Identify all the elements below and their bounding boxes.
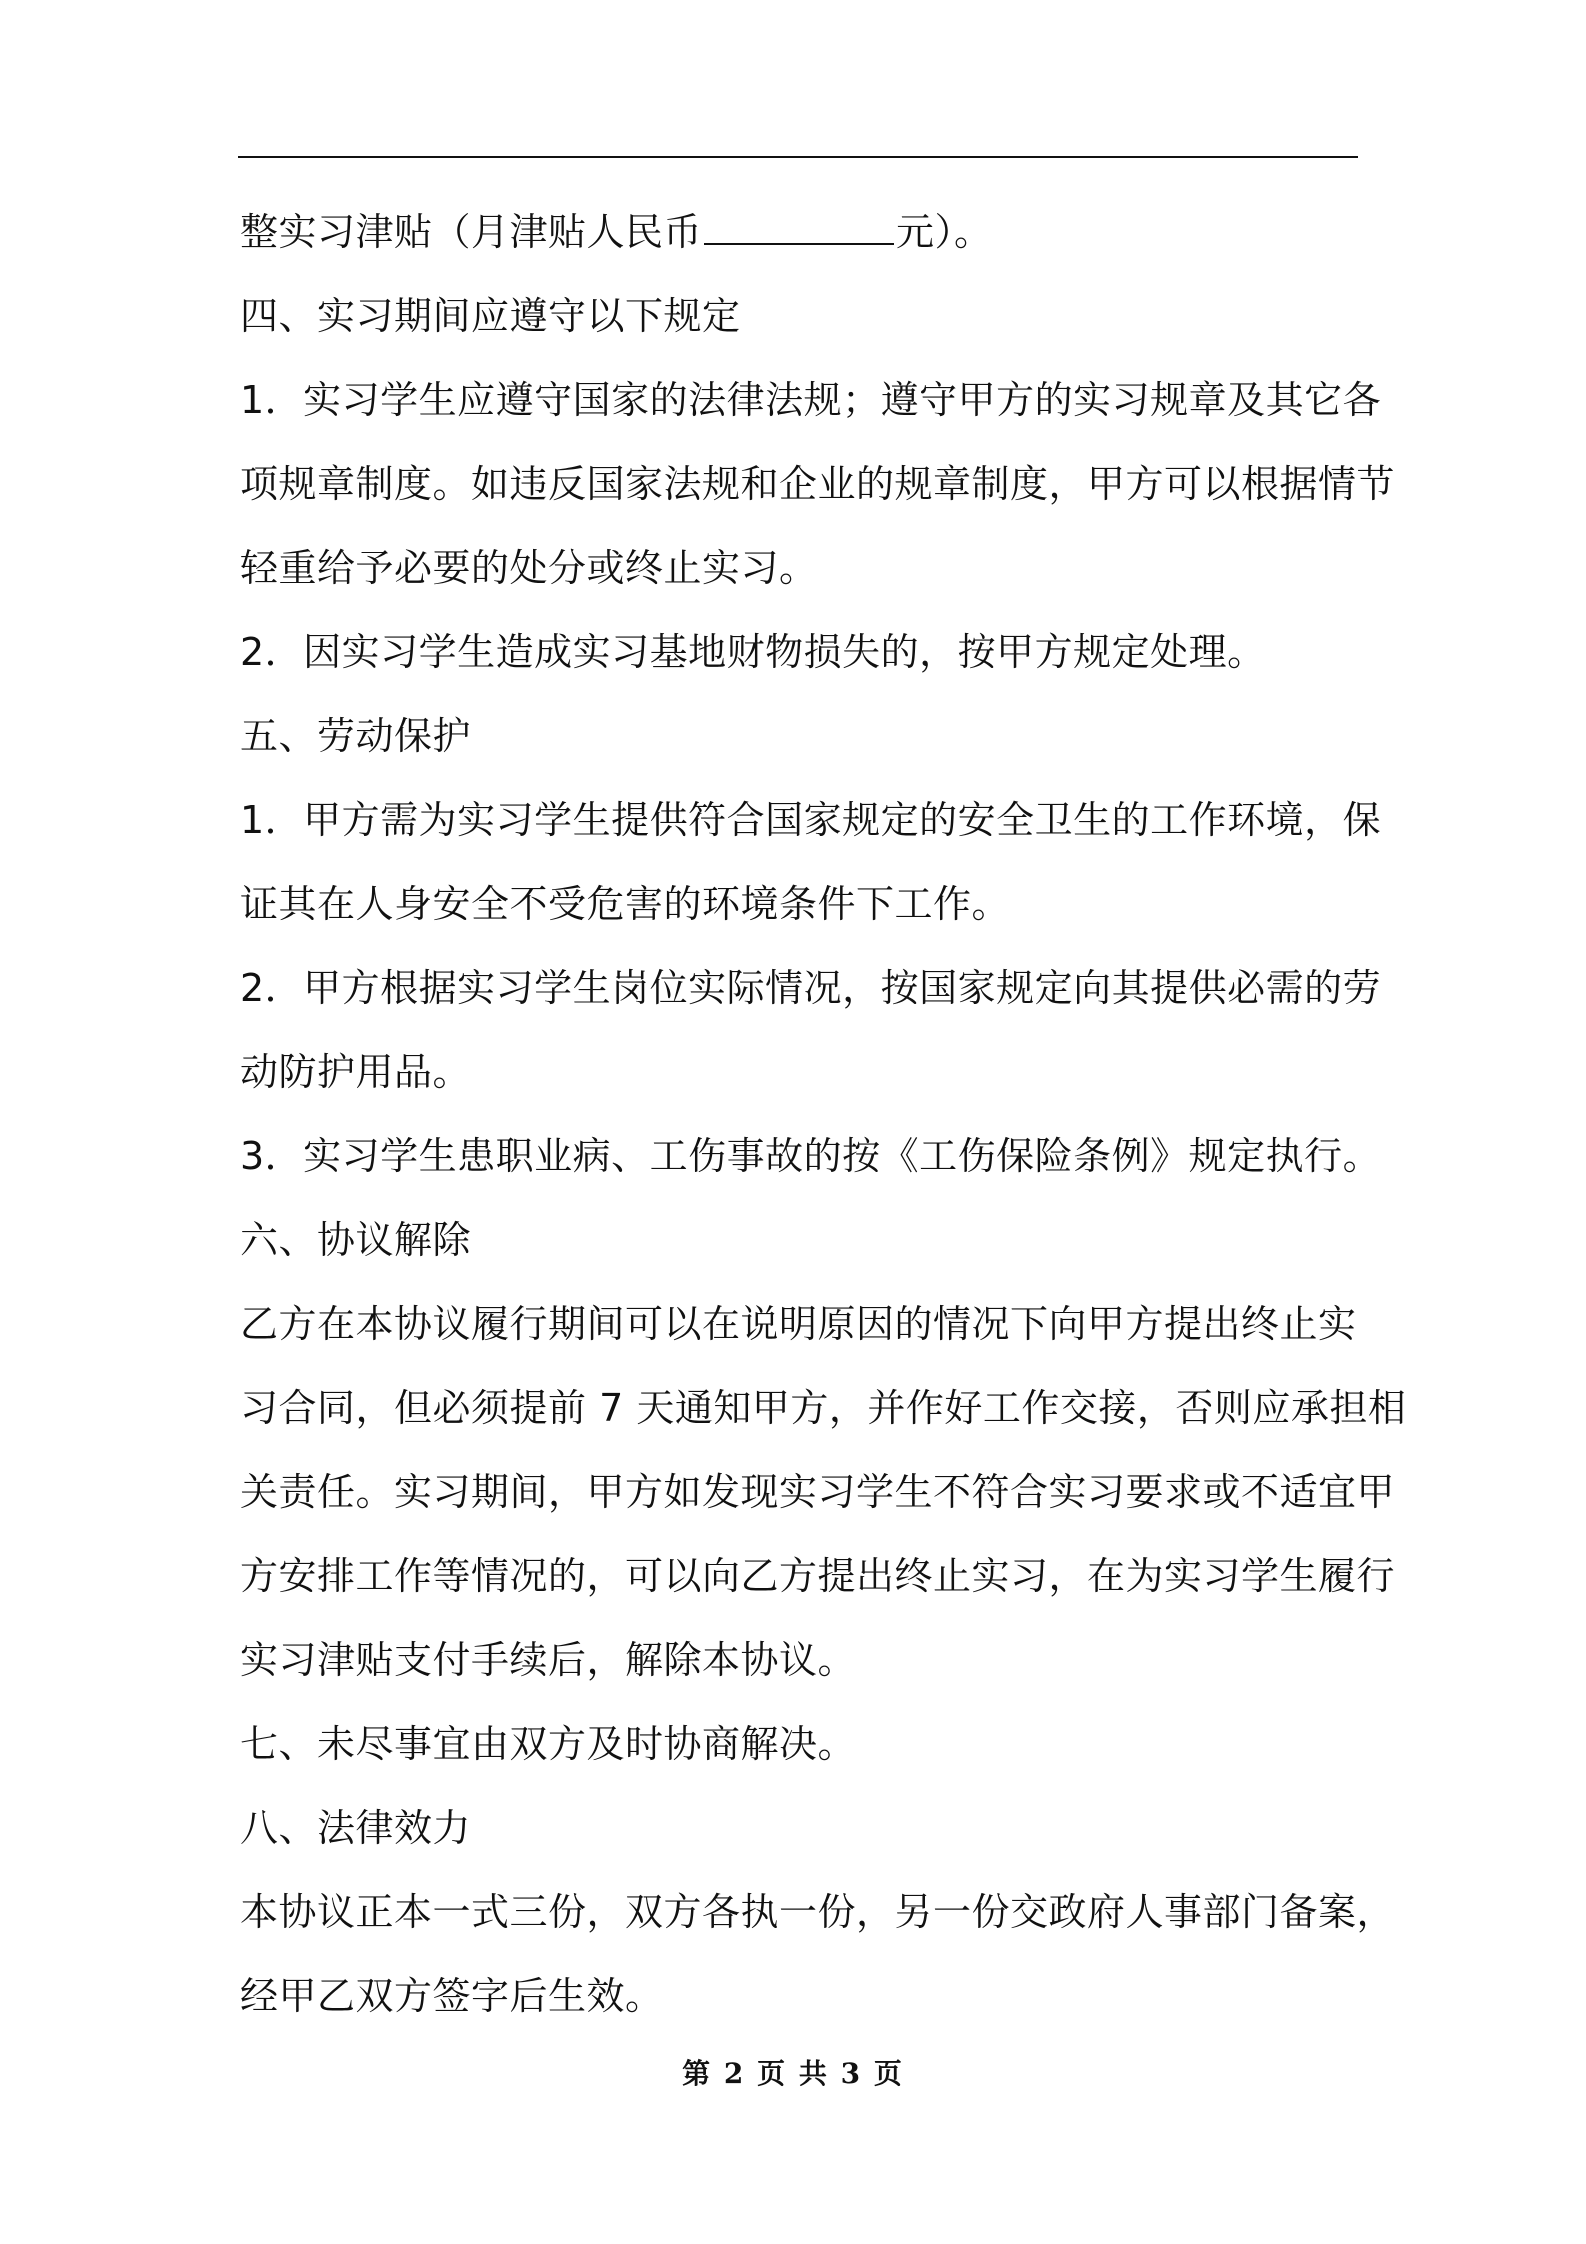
section-heading: 六、协议解除: [240, 1218, 472, 1262]
text-line: 1．甲方需为实习学生提供符合国家规定的安全卫生的工作环境，保: [240, 798, 1382, 842]
text-line: 经甲乙双方签字后生效。: [240, 1974, 664, 2018]
text-line: 轻重给予必要的处分或终止实习。: [240, 546, 818, 590]
text-line: [240, 190, 1356, 274]
text-line: 项规章制度。如违反国家法规和企业的规章制度，甲方可以根据情节: [240, 462, 1396, 506]
text-line: 实习津贴支付手续后，解除本协议。: [240, 1638, 857, 1682]
section-heading: 八、法律效力: [240, 1806, 472, 1850]
text-segment: 整实习津贴（月津贴人民币: [240, 210, 703, 254]
text-line: 动防护用品。: [240, 1050, 472, 1094]
amount-blank: [704, 197, 894, 245]
header-rule: [238, 156, 1358, 158]
text-line: 1．实习学生应遵守国家的法律法规；遵守甲方的实习规章及其它各: [240, 378, 1382, 422]
text-segment: 元）。: [896, 210, 993, 254]
section-heading: 四、实习期间应遵守以下规定: [240, 294, 741, 338]
text-line: 习合同，但必须提前 7 天通知甲方，并作好工作交接，否则应承担相: [240, 1386, 1407, 1430]
page-number-footer: 第 2 页 共 3 页: [682, 2057, 904, 2090]
text-line: 本协议正本一式三份，双方各执一份，另一份交政府人事部门备案，: [240, 1890, 1396, 1934]
document-body: [240, 190, 1407, 2038]
text-line: 3．实习学生患职业病、工伤事故的按《工伤保险条例》规定执行。: [240, 1134, 1382, 1178]
text-line: 2．因实习学生造成实习基地财物损失的，按甲方规定处理。: [240, 630, 1266, 674]
text-line: 证其在人身安全不受危害的环境条件下工作。: [240, 882, 1011, 926]
section-heading: 七、未尽事宜由双方及时协商解决。: [240, 1722, 857, 1766]
section-heading: 五、劳动保护: [240, 714, 472, 758]
text-line: 方安排工作等情况的，可以向乙方提出终止实习，在为实习学生履行: [240, 1554, 1396, 1598]
text-line: 2．甲方根据实习学生岗位实际情况，按国家规定向其提供必需的劳: [240, 966, 1382, 1010]
text-line: 乙方在本协议履行期间可以在说明原因的情况下向甲方提出终止实: [240, 1302, 1357, 1346]
text-line: 关责任。实习期间，甲方如发现实习学生不符合实习要求或不适宜甲: [240, 1470, 1396, 1514]
